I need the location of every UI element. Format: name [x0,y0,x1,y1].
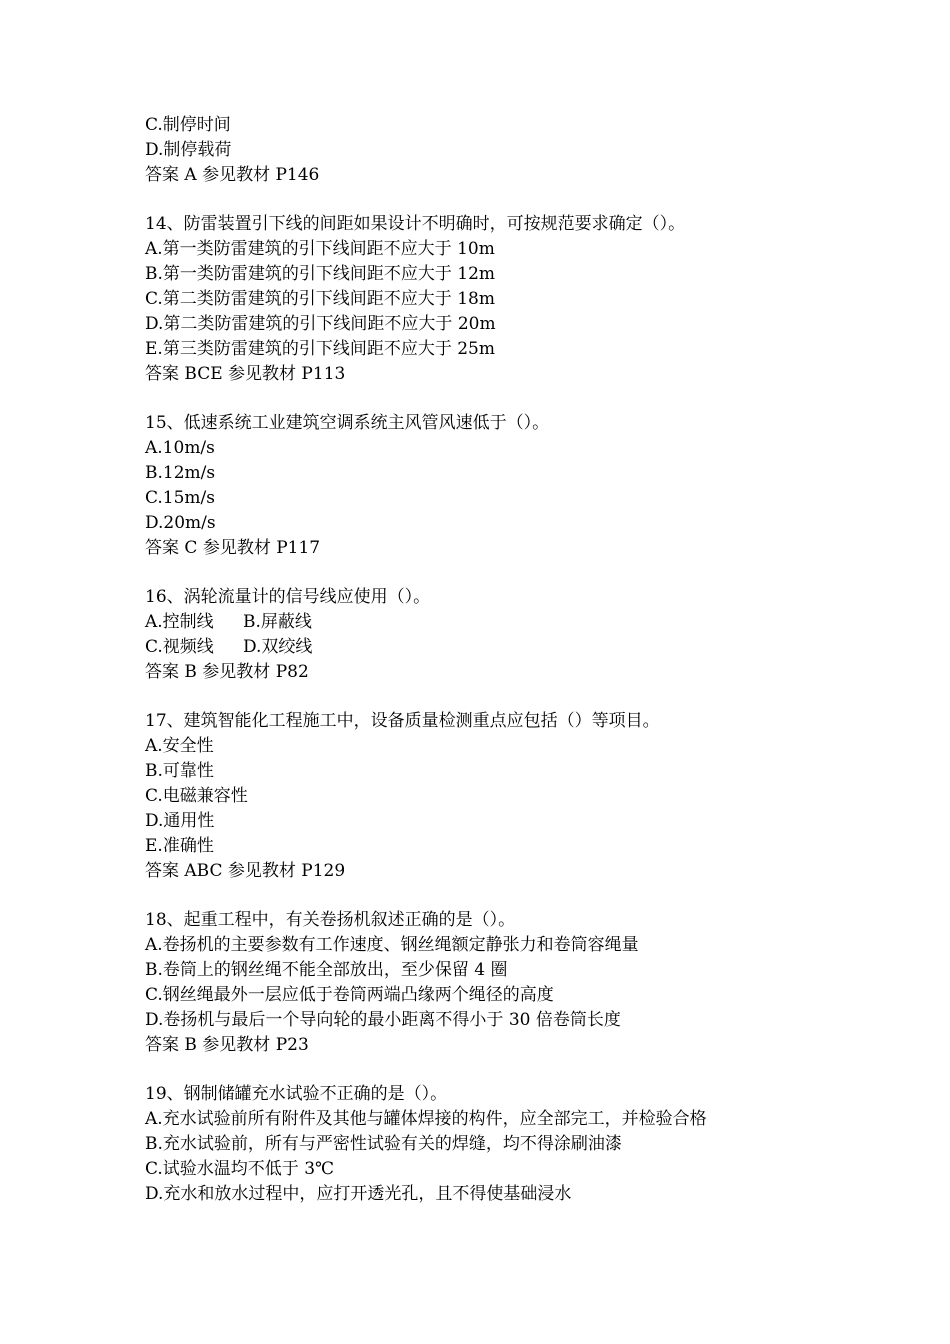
question-16 [145,585,905,685]
answer-line: 答案 B 参见教材 P82 [145,662,309,682]
answer-line: 答案 BCE 参见教材 P113 [145,364,346,384]
option-row [145,635,905,660]
spacer [145,884,905,908]
option-row [145,610,905,635]
question-14 [145,212,905,387]
document-page [145,113,905,1207]
option-c: C.电磁兼容性 [145,786,248,806]
option-d: D.20m/s [145,513,216,533]
spacer [145,387,905,411]
option-a: A.控制线 [145,612,214,632]
option-d: D.双绞线 [243,637,313,657]
option-a: A.安全性 [145,736,214,756]
question-stem: 17、建筑智能化工程施工中，设备质量检测重点应包括（）等项目。 [145,711,660,731]
option-b: B.可靠性 [145,761,214,781]
spacer [145,685,905,709]
option-c: C.试验水温均不低于 3℃ [145,1159,335,1179]
option-a: A.10m/s [145,438,215,458]
option-a: A.卷扬机的主要参数有工作速度、钢丝绳额定静张力和卷筒容绳量 [145,935,639,955]
question-stem: 14、防雷装置引下线的间距如果设计不明确时，可按规范要求确定（）。 [145,214,686,234]
option-d: D.卷扬机与最后一个导向轮的最小距离不得小于 30 倍卷筒长度 [145,1010,621,1030]
question-stem: 16、涡轮流量计的信号线应使用（）。 [145,587,431,607]
option-b: B.屏蔽线 [243,612,312,632]
spacer [145,188,905,212]
option-b: B.卷筒上的钢丝绳不能全部放出，至少保留 4 圈 [145,960,508,980]
option-e: E.第三类防雷建筑的引下线间距不应大于 25m [145,339,495,359]
option-d: D.通用性 [145,811,215,831]
question-stem: 18、起重工程中，有关卷扬机叙述正确的是（）。 [145,910,516,930]
option-e: E.准确性 [145,836,214,856]
option-a: A.第一类防雷建筑的引下线间距不应大于 10m [145,239,495,259]
option-d: D.制停载荷 [145,140,232,160]
option-c: C.钢丝绳最外一层应低于卷筒两端凸缘两个绳径的高度 [145,985,554,1005]
option-c: C.视频线 [145,637,214,657]
question-18 [145,908,905,1058]
question-stem: 15、低速系统工业建筑空调系统主风管风速低于（）。 [145,413,550,433]
option-d: D.第二类防雷建筑的引下线间距不应大于 20m [145,314,496,334]
spacer [145,1058,905,1082]
option-c: C.制停时间 [145,115,231,135]
answer-line: 答案 C 参见教材 P117 [145,538,321,558]
option-b: B.12m/s [145,463,216,483]
spacer [145,561,905,585]
answer-line: 答案 B 参见教材 P23 [145,1035,309,1055]
question-stem: 19、钢制储罐充水试验不正确的是（）。 [145,1084,448,1104]
option-c: C.第二类防雷建筑的引下线间距不应大于 18m [145,289,495,309]
question-17 [145,709,905,884]
question-13-tail [145,113,905,188]
option-a: A.充水试验前所有附件及其他与罐体焊接的构件，应全部完工，并检验合格 [145,1109,707,1129]
answer-line: 答案 ABC 参见教材 P129 [145,861,346,881]
option-d: D.充水和放水过程中，应打开透光孔，且不得使基础浸水 [145,1184,572,1204]
question-15 [145,411,905,561]
option-b: B.第一类防雷建筑的引下线间距不应大于 12m [145,264,496,284]
question-19 [145,1082,905,1207]
answer-line: 答案 A 参见教材 P146 [145,165,320,185]
option-b: B.充水试验前，所有与严密性试验有关的焊缝，均不得涂刷油漆 [145,1134,622,1154]
option-c: C.15m/s [145,488,216,508]
